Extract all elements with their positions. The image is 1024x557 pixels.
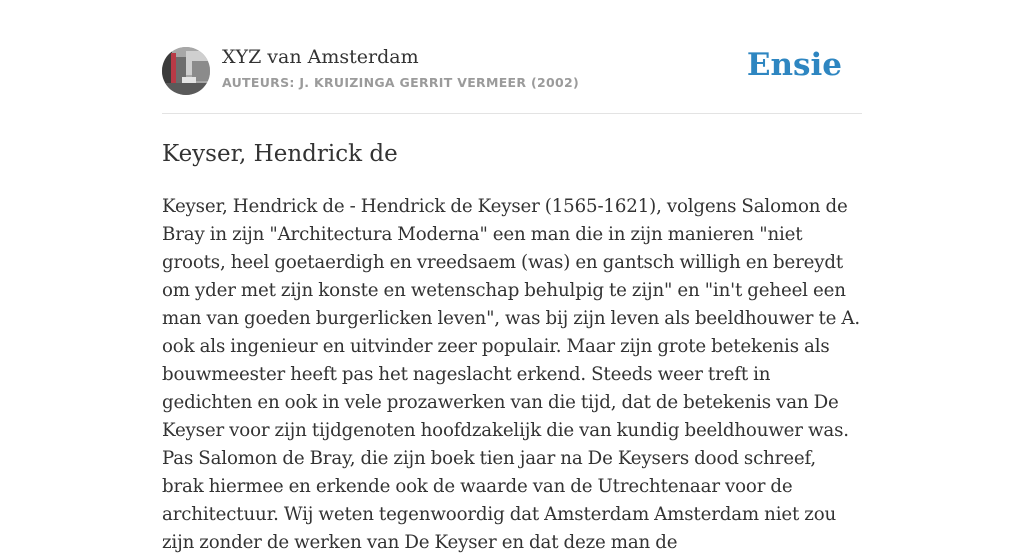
entry-page: [162, 0, 862, 557]
ensie-logo-link[interactable]: Ensie: [746, 47, 842, 83]
source-authors: AUTEURS: J. KRUIZINGA GERRIT VERMEER (2002): [222, 75, 579, 90]
entry-body: Keyser, Hendrick de - Hendrick de Keyser (1565-1621), volgens Salomon de Bray in zijn "Architectura Moderna" een man die in zijn manieren "niet groots, heel goetaerdigh en vreedsaem (was) en gantsch willigh en bereydt om yder met zijn konste en wetenschap behulpig te zijn" en "in't geheel een man van goeden burgerlicken leven", was bij zijn leven als beeldhouwer te A. ook als ingenieur en uitvinder zeer populair. Maar zijn grote betekenis als bouwmeester heeft pas het nageslacht erkend. Steeds weer treft in gedichten en ook in vele prozawerken van die tijd, dat de betekenis van De Keyser voor zijn tijdgenoten hoofdzakelijk die van kundig beeldhouwer was. Pas Salomon de Bray, die zijn boek tien jaar na De Keysers dood schreef, brak hiermee en erkende ook de waarde van de Utrechtenaar voor de architectuur. Wij weten tegenwoordig dat Amsterdam Amsterdam niet zou zijn zonder de werken van De Keyser en dat deze man de: [162, 196, 860, 553]
entry-title: Keyser, Hendrick de: [162, 141, 398, 167]
source-avatar-image: [162, 47, 210, 95]
source-avatar[interactable]: [162, 47, 210, 95]
entry-header: [162, 0, 862, 114]
source-title[interactable]: XYZ van Amsterdam: [222, 46, 419, 68]
